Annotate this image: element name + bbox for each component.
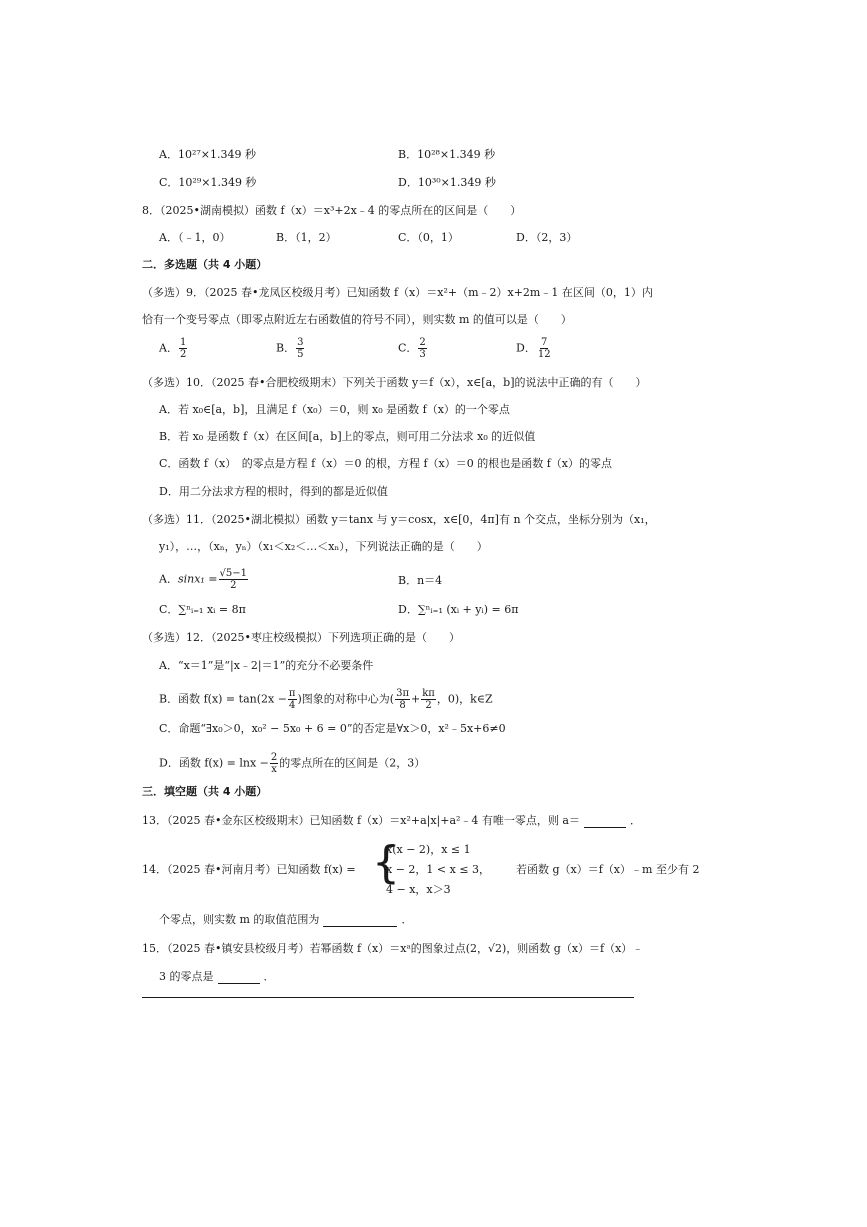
q8-option-b: B．（1，2）: [276, 231, 337, 244]
q9-option-a: [159, 337, 188, 360]
q14-period: ．: [401, 913, 413, 926]
q11-line1: （多选）11．（2025•湖北模拟）函数 y＝tanx 与 y＝cosx，x∈[0，4π]有 n 个交点，坐标分别为（x₁，: [142, 513, 656, 526]
q14-case2: x − 2，1 < x ≤ 3，: [386, 863, 491, 876]
q9-option-b: [276, 337, 305, 360]
fraction: [537, 337, 552, 360]
q8-stem: 8．（2025•湖南模拟）函数 f（x）＝x³+2x﹣4 的零点所在的区间是（ ）: [142, 204, 522, 217]
q8-option-d: D．（2，3）: [516, 231, 578, 244]
left-brace: {: [372, 837, 400, 888]
numerator: 3: [297, 337, 304, 348]
q14-case3: 4 − x，x＞3: [386, 883, 451, 896]
fraction: [418, 337, 426, 360]
q7-option-a: A．10²⁷×1.349 秒: [159, 148, 256, 161]
denominator: x: [271, 764, 277, 775]
formula-text: ，0)，k∈Z: [436, 692, 493, 706]
q10-option-b: B．若 x₀ 是函数 f（x）在区间[a，b]上的零点，则可用二分法求 x₀ 的近似值: [159, 430, 536, 443]
q11-option-c: C．∑ⁿᵢ₌₁ xᵢ = 8π: [159, 603, 246, 616]
q15-line2-text: 3 的零点是: [159, 970, 214, 983]
numerator: √5−1: [219, 568, 248, 579]
option-label: A．: [159, 572, 178, 586]
denominator: 3: [419, 349, 426, 360]
q10-option-c: C．函数 f（x） 的零点是方程 f（x）＝0 的根，方程 f（x）＝0 的根也是函数 f（x）的零点: [159, 457, 612, 470]
q12-option-c: C．命题“∃x₀＞0，x₀² − 5x₀ + 6 = 0”的否定是∀x＞0，x²﹣5x+6≠0: [159, 722, 506, 735]
denominator: 2: [425, 700, 432, 711]
fraction: [219, 568, 248, 591]
formula-text: D．函数 f(x) = lnx −: [159, 756, 269, 770]
q12-option-b: [159, 688, 493, 711]
q9-line1: （多选）9．（2025 春•龙凤区校级月考）已知函数 f（x）＝x²+（m﹣2）x+2m﹣1 在区间（0，1）内: [142, 286, 653, 299]
numerator: 7: [541, 337, 548, 348]
numerator: 3π: [396, 688, 410, 699]
formula-text: )图象的对称中心为(: [297, 692, 395, 706]
denominator: 5: [297, 349, 304, 360]
numerator: 2: [270, 752, 278, 763]
q9-option-d: [516, 337, 553, 360]
q14-case1: x(x − 2)，x ≤ 1: [386, 843, 471, 856]
formula-text: B．函数 f(x) = tan(2x −: [159, 692, 287, 706]
q10-stem: （多选）10．（2025 春•合肥校级期末）下列关于函数 y＝f（x），x∈[a，b]的说法中正确的有（ ）: [142, 376, 647, 389]
numerator: π: [288, 688, 296, 699]
q13: [142, 814, 641, 828]
q14-answer-blank[interactable]: [323, 914, 397, 927]
divider-line: [142, 997, 634, 998]
q15-line2: [159, 970, 275, 984]
denominator: 2: [230, 580, 237, 591]
q15-line1: 15．（2025 春•镇安县校级月考）若幂函数 f（x）＝xᵃ的图象过点(2，√2)，则函数 g（x）＝f（x）﹣: [142, 942, 644, 955]
fraction: [288, 688, 297, 711]
q8-option-c: C．（0，1）: [398, 231, 459, 244]
q13-period: ．: [629, 814, 641, 827]
fraction: [395, 688, 410, 711]
q8-option-a: A．（﹣1，0）: [159, 231, 231, 244]
denominator: 8: [399, 700, 406, 711]
numerator: 1: [179, 337, 187, 348]
q7-option-c: C．10²⁹×1.349 秒: [159, 176, 257, 189]
q9-option-c: [398, 337, 428, 360]
q7-option-b: B．10²⁸×1.349 秒: [398, 148, 496, 161]
denominator: 4: [289, 700, 296, 711]
q15-answer-blank[interactable]: [218, 971, 260, 984]
formula-lhs: sinx₁ =: [177, 572, 218, 586]
denominator: 12: [537, 349, 551, 360]
plus-sign: +: [411, 692, 421, 706]
section-title-multiple-choice: 二．多选题（共 4 小题）: [142, 258, 268, 271]
q12-option-d: [159, 752, 425, 775]
numerator: kπ: [422, 688, 435, 699]
option-label: A．: [159, 341, 178, 355]
q14-prefix: 14．（2025 春•河南月考）已知函数 f(x) =: [142, 863, 356, 876]
denominator: 2: [179, 349, 187, 360]
fraction: [296, 337, 304, 360]
q10-option-d: D．用二分法求方程的根时，得到的都是近似值: [159, 485, 388, 498]
q15-period: ．: [263, 970, 275, 983]
q11-option-b: B．n＝4: [398, 574, 443, 587]
fraction: [421, 688, 436, 711]
section-title-fill-in: 三．填空题（共 4 小题）: [142, 785, 268, 798]
q13-text: 13．（2025 春•金东区校级期末）已知函数 f（x）＝x²+a|x|+a²﹣4 有唯一零点，则 a＝: [142, 814, 580, 827]
q12-option-a: A．“x＝1”是“|x﹣2|＝1”的充分不必要条件: [159, 659, 374, 672]
q14-suffix: 若函数 g（x）＝f（x）﹣m 至少有 2: [516, 863, 700, 876]
fraction: [179, 337, 187, 360]
q9-line2: 恰有一个变号零点（即零点附近左右函数值的符号不同），则实数 m 的值可以是（ ）: [142, 313, 572, 326]
option-label: C．: [398, 341, 418, 355]
formula-text: 的零点所在的区间是（2，3）: [279, 756, 426, 770]
q13-answer-blank[interactable]: [584, 815, 626, 828]
q7-option-d: D．10³⁰×1.349 秒: [398, 176, 496, 189]
q14-line2: [159, 913, 412, 927]
fraction: [270, 752, 278, 775]
q12-stem: （多选）12．（2025•枣庄校级模拟）下列选项正确的是（ ）: [142, 631, 460, 644]
option-label: D．: [516, 341, 536, 355]
q11-line2: y₁），…，（xₙ，yₙ）（x₁＜x₂＜…＜xₙ），下列说法正确的是（ ）: [159, 540, 488, 553]
q10-option-a: A．若 x₀∈[a，b]，且满足 f（x₀）＝0，则 x₀ 是函数 f（x）的一个零点: [159, 403, 510, 416]
q11-option-a: [159, 568, 249, 591]
option-label: B．: [276, 341, 296, 355]
q14-line2-text: 个零点，则实数 m 的取值范围为: [159, 913, 320, 926]
numerator: 2: [419, 337, 426, 348]
q11-option-d: D．∑ⁿᵢ₌₁ (xᵢ + yᵢ) = 6π: [398, 603, 519, 616]
